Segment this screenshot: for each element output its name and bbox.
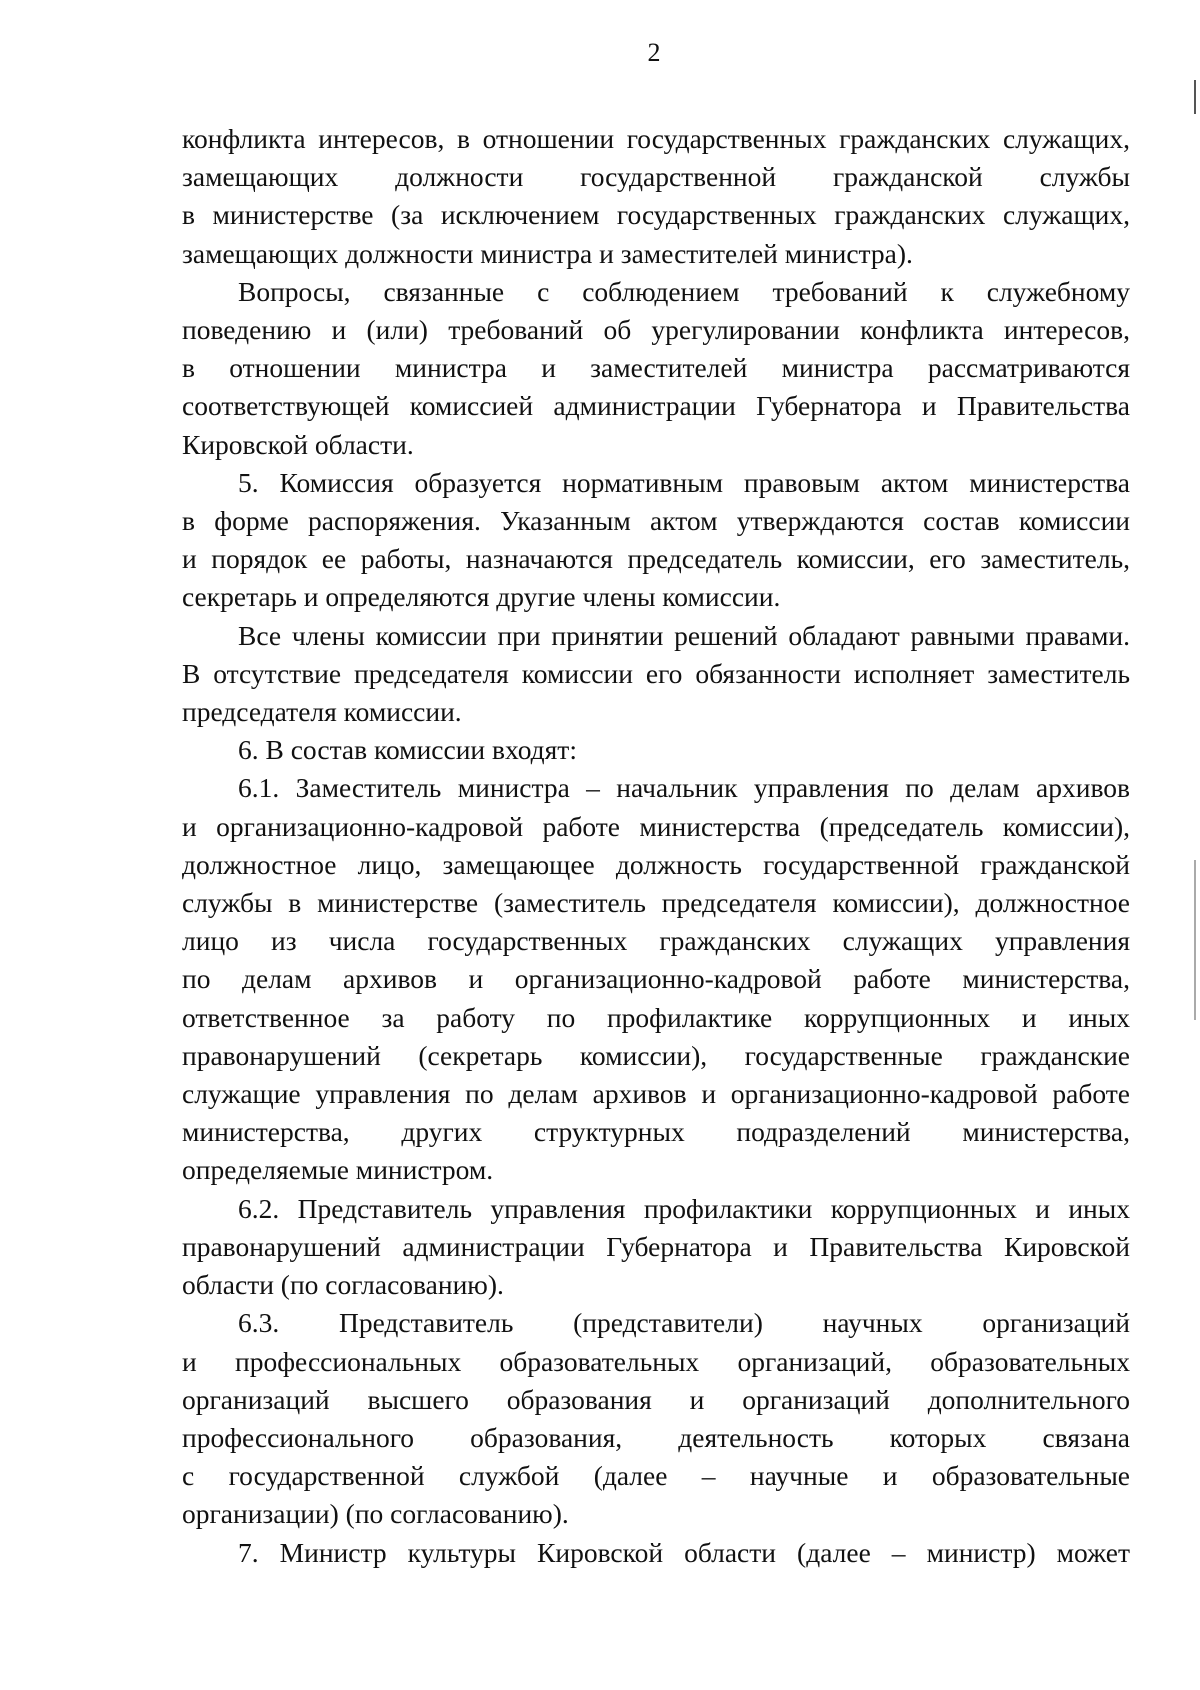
paragraph-p5 <box>182 769 1130 1189</box>
scan-edge-mark-right <box>1194 80 1196 114</box>
text-line: служащие управления по делам архивов и организационно-кадровой работе <box>182 1078 1130 1110</box>
text-line: 6.2. Представитель управления профилактики коррупционных и иных <box>238 1192 1130 1224</box>
paragraph-p0 <box>182 120 1130 273</box>
document-body <box>182 120 1130 1572</box>
text-line: профессионального образования, деятельность которых связана <box>182 1421 1130 1453</box>
text-line: Кировской области. <box>182 428 414 460</box>
page-number: 2 <box>647 38 661 67</box>
text-line: 6.3. Представитель (представители) научных организаций <box>238 1307 1130 1339</box>
text-line: с государственной службой (далее – научные и образовательные <box>182 1460 1130 1492</box>
text-line: и организационно-кадровой работе министерства (председатель комиссии), <box>182 810 1130 842</box>
text-line: 5. Комиссия образуется нормативным правовым актом министерства <box>238 466 1130 498</box>
text-line: и порядок ее работы, назначаются председатель комиссии, его заместитель, <box>182 543 1130 575</box>
text-line: замещающих должности государственной гражданской службы <box>182 161 1130 193</box>
text-line: в отношении министра и заместителей министра рассматриваются <box>182 352 1130 384</box>
paragraph-p6 <box>182 1190 1130 1305</box>
paragraph-p4 <box>182 731 1130 769</box>
text-line: секретарь и определяются другие члены комиссии. <box>182 581 781 613</box>
text-line: в форме распоряжения. Указанным актом утверждаются состав комиссии <box>182 505 1130 537</box>
text-line: 7. Министр культуры Кировской области (далее – министр) может <box>238 1536 1130 1568</box>
text-line: конфликта интересов, в отношении государственных гражданских служащих, <box>182 123 1130 154</box>
text-line: определяемые министром. <box>182 1154 494 1186</box>
text-line: правонарушений администрации Губернатора и Правительства Кировской <box>182 1230 1130 1262</box>
paragraph-p2 <box>182 464 1130 617</box>
paragraph-p3 <box>182 617 1130 732</box>
text-line: поведению и (или) требований об урегулировании конфликта интересов, <box>182 314 1130 346</box>
text-line: 6.1. Заместитель министра – начальник управления по делам архивов <box>238 772 1130 804</box>
text-line: 6. В состав комиссии входят: <box>238 734 577 766</box>
text-line: по делам архивов и организационно-кадровой работе министерства, <box>182 963 1130 995</box>
text-line: председателя комиссии. <box>182 696 462 728</box>
text-line: организаций высшего образования и организаций дополнительного <box>182 1383 1130 1415</box>
paragraph-p7 <box>182 1304 1130 1533</box>
paragraph-p8 <box>182 1534 1130 1572</box>
text-line: в министерстве (за исключением государственных гражданских служащих, <box>182 199 1130 231</box>
text-line: Вопросы, связанные с соблюдением требований к служебному <box>238 275 1130 307</box>
text-line: замещающих должности министра и заместителей министра). <box>182 237 913 269</box>
text-line: Все члены комиссии при принятии решений обладают равными правами. <box>238 619 1130 651</box>
text-line: и профессиональных образовательных организаций, образовательных <box>182 1345 1130 1377</box>
text-line: организации) (по согласованию). <box>182 1498 569 1530</box>
text-line: министерства, других структурных подразделений министерства, <box>182 1116 1130 1148</box>
text-line: службы в министерстве (заместитель председателя комиссии), должностное <box>182 887 1130 919</box>
text-line: соответствующей комиссией администрации Губернатора и Правительства <box>182 390 1130 422</box>
paragraph-p1 <box>182 273 1130 464</box>
text-line: В отсутствие председателя комиссии его обязанности исполняет заместитель <box>182 657 1130 689</box>
text-line: лицо из числа государственных гражданских служащих управления <box>182 925 1130 957</box>
text-line: должностное лицо, замещающее должность государственной гражданской <box>182 848 1130 880</box>
text-line: ответственное за работу по профилактике коррупционных и иных <box>182 1001 1130 1033</box>
text-line: правонарушений (секретарь комиссии), государственные гражданские <box>182 1039 1130 1071</box>
text-line: области (по согласованию). <box>182 1269 504 1301</box>
scan-edge-mark-right-2 <box>1194 860 1196 1020</box>
